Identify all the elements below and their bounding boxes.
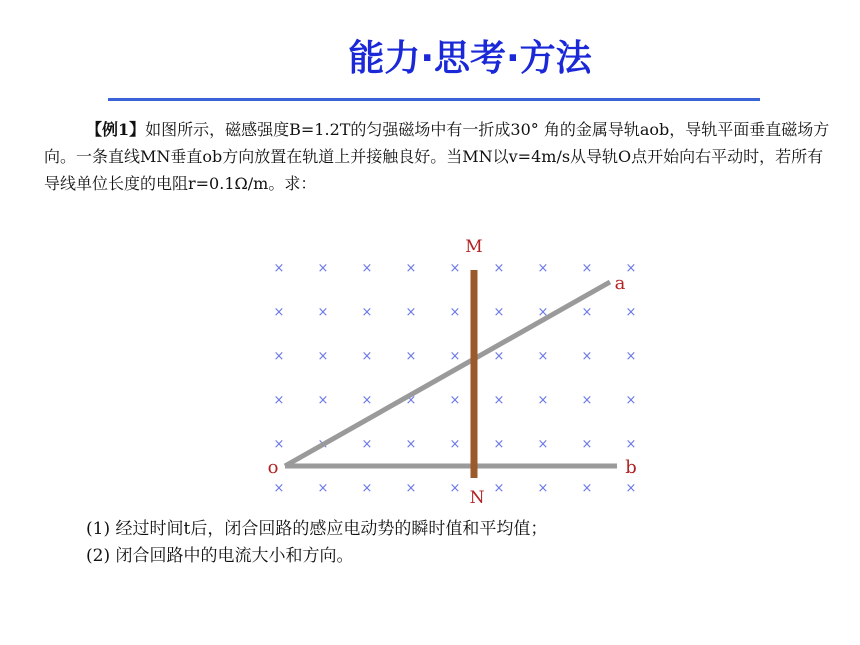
label-a: a [614,273,626,294]
field-mark: × [537,305,549,320]
field-mark: × [537,481,549,496]
field-mark: × [537,393,549,408]
field-mark: × [273,349,285,364]
label-b: b [625,457,637,478]
field-mark: × [317,305,329,320]
field-mark: × [317,481,329,496]
figure [255,232,655,516]
field-mark: × [625,393,637,408]
field-mark: × [537,349,549,364]
field-mark: × [493,305,505,320]
field-mark: × [493,481,505,496]
field-mark: × [273,437,285,452]
questions [86,516,547,570]
field-mark: × [581,437,593,452]
field-mark: × [581,349,593,364]
field-mark: × [625,481,637,496]
label-n: N [469,488,485,508]
field-mark: × [273,305,285,320]
field-mark: × [361,305,373,320]
field-mark: × [317,393,329,408]
field-mark: × [361,261,373,276]
field-mark: × [581,261,593,276]
field-mark: × [361,393,373,408]
label-m: M [465,237,483,257]
field-mark: × [317,261,329,276]
example-label: 【例1】 [86,120,146,139]
field-mark: × [405,349,417,364]
field-mark: × [537,437,549,452]
field-mark: × [405,261,417,276]
question-1: (1) 经过时间t后，闭合回路的感应电动势的瞬时值和平均值； [86,519,548,539]
rail-oa [285,282,610,466]
field-mark: × [273,481,285,496]
field-mark: × [493,261,505,276]
field-mark: × [449,481,461,496]
field-mark: × [493,349,505,364]
slide-title: 能力·思考·方法 [348,38,592,79]
field-mark: × [361,481,373,496]
problem-text: 如图所示，磁感强度B=1.2T的匀强磁场中有一折成30° 角的金属导轨aob，导轨平面垂直磁场方向。一条直线MN垂直ob方向放置在轨道上并接触良好。当MN以v=4m/s从导轨O点开始向右平动时，若所有导线单位长度的电阻r=0.1Ω/m。求： [44,120,830,193]
field-mark: × [361,437,373,452]
field-mark: × [405,393,417,408]
field-mark: × [493,437,505,452]
field-mark: × [273,393,285,408]
field-mark: × [449,305,461,320]
field-mark: × [405,437,417,452]
field-mark: × [625,261,637,276]
field-mark: × [625,437,637,452]
field-mark: × [625,305,637,320]
field-mark: × [449,437,461,452]
field-mark: × [405,481,417,496]
field-mark: × [449,349,461,364]
magnetic-field-diagram [255,232,655,512]
field-mark: × [317,349,329,364]
field-mark: × [581,305,593,320]
field-mark: × [273,261,285,276]
label-o: o [267,457,279,478]
field-mark: × [581,481,593,496]
question-2: (2) 闭合回路中的电流大小和方向。 [86,546,354,566]
field-mark: × [449,261,461,276]
field-mark: × [405,305,417,320]
field-mark: × [449,393,461,408]
title-underline [108,98,760,101]
problem-statement [44,116,834,197]
field-mark: × [493,393,505,408]
field-mark: × [537,261,549,276]
field-mark: × [581,393,593,408]
field-mark: × [361,349,373,364]
field-mark: × [625,349,637,364]
